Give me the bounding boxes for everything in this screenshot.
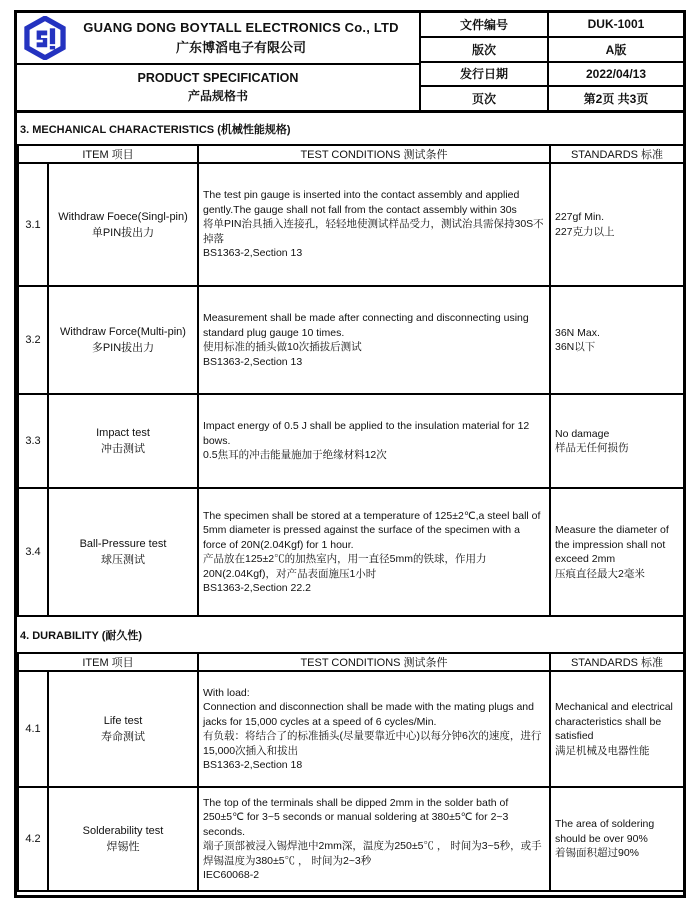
document-header (17, 13, 683, 113)
item-cell (48, 286, 198, 394)
column-header-item: ITEM 项目 (18, 653, 198, 671)
column-header-conditions: TEST CONDITIONS 测试条件 (198, 653, 550, 671)
condition-line: Connection and disconnection shall be made with the mating plugs and jacks for 15,000 cycles at a speed of 6 cycles/Min. (203, 701, 534, 728)
conditions-cell (198, 787, 550, 891)
condition-line: IEC60068-2 (203, 869, 260, 881)
issue-date-label: 发行日期 (421, 63, 549, 86)
column-header-item: ITEM 项目 (18, 145, 198, 163)
doc-info-row (421, 87, 683, 110)
standards-cell (550, 394, 684, 488)
item-name-en: Life test (103, 715, 143, 727)
row-number: 4.1 (18, 671, 48, 787)
condition-line: 0.5焦耳的冲击能量施加于绝缘材料12次 (203, 449, 387, 462)
standards-cell (550, 787, 684, 891)
row-number: 3.1 (18, 163, 48, 286)
standards-cell (550, 163, 684, 286)
item-cell (48, 163, 198, 286)
mechanical-characteristics-table (17, 144, 685, 617)
item-name-cn: 焊锡性 (106, 841, 140, 853)
column-header-standards: STANDARDS 标准 (550, 145, 684, 163)
page-number-value: 第2页 共3页 (583, 92, 649, 107)
row-number: 3.2 (18, 286, 48, 394)
company-names (67, 20, 415, 56)
company-name-cn: 广东博滔电子有限公司 (175, 39, 306, 55)
page-number-label: 页次 (421, 87, 549, 110)
item-name-en: Ball-Pressure test (79, 538, 167, 550)
conditions-cell (198, 163, 550, 286)
row-number: 3.3 (18, 394, 48, 488)
table-header-row (18, 145, 684, 163)
item-name-cn: 多PIN拔出力 (91, 342, 155, 354)
condition-line: Impact energy of 0.5 J shall be applied to the insulation material for 12 bows. (203, 420, 530, 447)
condition-line: The specimen shall be stored at a temperature of 125±2℃,a steel ball of 5mm diameter is pressed against the surface of the specimen with a force of 20N(2.04Kgf) for 1 hour. (203, 509, 541, 551)
company-logo-icon (23, 16, 67, 60)
condition-line: 端子顶部被浸入锡焊池中2mm深，温度为250±5℃ ， 时间为3~5秒，或手焊锡温度为380±5℃ ， 时间为2~3秒 (203, 840, 542, 867)
doc-info-row (421, 13, 683, 38)
standard-line: The area of soldering should be over 90% (555, 818, 655, 845)
condition-line: 产品放在125±2℃的加热室内，用一直径5mm的铁球，作用力20N(2.04Kgf)，对产品表面施压1小时 (203, 553, 487, 580)
conditions-cell (198, 394, 550, 488)
condition-line: 有负载：将结合了的标准插头(尽量要靠近中心)以每分钟6次的速度，进行15,000次插入和拔出 (203, 730, 542, 757)
standard-line: 227克力以上 (555, 225, 615, 238)
item-name-cn: 球压测试 (101, 554, 145, 566)
standard-line: 满足机械及电器性能 (555, 744, 650, 757)
section-title-mechanical: 3. MECHANICAL CHARACTERISTICS (机械性能规格) (20, 123, 291, 136)
standard-line: No damage (555, 427, 610, 440)
item-name-en: Withdraw Foece(Singl-pin) (58, 210, 188, 223)
item-name-en: Withdraw Force(Multi-pin) (60, 326, 186, 338)
row-number: 4.2 (18, 787, 48, 891)
table-row-4-2 (18, 787, 684, 891)
table-row-3-3 (18, 394, 684, 488)
table-row-3-2 (18, 286, 684, 394)
specification-document (14, 10, 686, 898)
doc-info-row (421, 63, 683, 88)
document-title-cn: 产品规格书 (187, 88, 248, 103)
row-number: 3.4 (18, 488, 48, 616)
table-row-3-1 (18, 163, 684, 286)
item-cell (48, 671, 198, 787)
company-name-en: GUANG DONG BOYTALL ELECTRONICS Co., LTD (83, 19, 399, 35)
item-name-en: Impact test (96, 427, 150, 439)
condition-line: BS1363-2,Section 13 (203, 247, 303, 260)
document-title-block (17, 65, 419, 111)
standard-line: 227gf Min. (555, 211, 605, 223)
item-name-en: Solderability test (82, 825, 164, 837)
condition-line: The test pin gauge is inserted into the contact assembly and applied gently.The gauge shall not fall from the contact assembly within 30s (203, 189, 520, 216)
condition-line: With load: (203, 686, 250, 699)
condition-line: 将单PIN治具插入连接孔，轻轻地使测试样品受力，测试治具需保持30S不掉落 (203, 218, 544, 245)
revision-value: A版 (605, 42, 627, 57)
column-header-standards: STANDARDS 标准 (550, 653, 684, 671)
document-title-en: PRODUCT SPECIFICATION (137, 70, 299, 85)
standard-line: 36N Max. (555, 326, 600, 339)
issue-date-value: 2022/04/13 (585, 66, 647, 81)
standards-cell (550, 488, 684, 616)
column-header-conditions: TEST CONDITIONS 测试条件 (198, 145, 550, 163)
standard-line: 压痕直径最大2毫米 (555, 567, 645, 580)
conditions-cell (198, 488, 550, 616)
item-cell (48, 488, 198, 616)
table-row-4-1 (18, 671, 684, 787)
doc-info-table (421, 13, 683, 110)
header-left-block (17, 13, 421, 110)
item-name-cn: 冲击测试 (101, 443, 145, 455)
condition-line: BS1363-2,Section 13 (203, 355, 303, 368)
standards-cell (550, 671, 684, 787)
table-row-3-4 (18, 488, 684, 616)
standard-line: 样品无任何损伤 (555, 442, 629, 454)
condition-line: The top of the terminals shall be dipped 2mm in the solder bath of 250±5℃ for 3~5 seconds or manual soldering at 380±5℃ for 2~3 seconds. (203, 796, 509, 838)
section-title-durability: 4. DURABILITY (耐久性) (20, 629, 143, 642)
durability-table (17, 652, 685, 892)
company-block (17, 13, 419, 65)
condition-line: 使用标准的插头做10次插拔后测试 (203, 341, 362, 353)
condition-line: Measurement shall be made after connecting and disconnecting using standard plug gauge 10 times. (203, 312, 529, 339)
doc-info-row (421, 38, 683, 63)
item-name-cn: 寿命测试 (101, 731, 145, 743)
condition-line: BS1363-2,Section 18 (203, 759, 303, 771)
doc-number-value: DUK-1001 (587, 17, 645, 32)
item-cell (48, 787, 198, 891)
condition-line: BS1363-2,Section 22.2 (203, 582, 311, 594)
standard-line: 36N以下 (555, 341, 596, 353)
standard-line: Mechanical and electrical characteristics shall be satisfied (555, 701, 673, 742)
item-cell (48, 394, 198, 488)
conditions-cell (198, 671, 550, 787)
revision-label: 版次 (421, 38, 549, 61)
standard-line: 着锡面积超过90% (555, 847, 640, 860)
conditions-cell (198, 286, 550, 394)
table-header-row (18, 653, 684, 671)
item-name-cn: 单PIN拔出力 (91, 226, 155, 239)
standard-line: Measure the diameter of the impression shall not exceed 2mm (555, 524, 669, 565)
standards-cell (550, 286, 684, 394)
doc-number-label: 文件编号 (421, 13, 549, 36)
